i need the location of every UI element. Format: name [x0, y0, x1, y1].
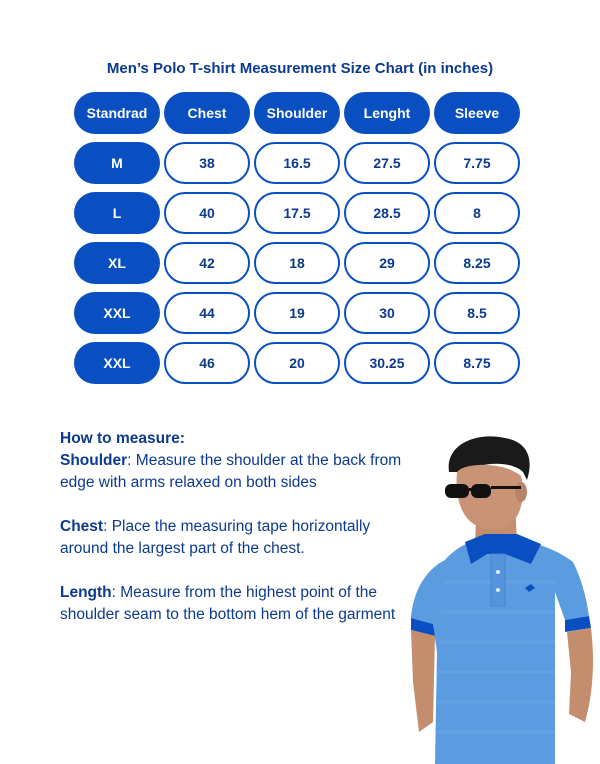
length-value: 30 [344, 292, 430, 334]
size-label: XXL [74, 342, 160, 384]
header-shoulder: Shoulder [254, 92, 340, 134]
header-standard: Standrad [74, 92, 160, 134]
length-value: 28.5 [344, 192, 430, 234]
model-arm [411, 630, 435, 732]
shoulder-value: 20 [254, 342, 340, 384]
header-chest: Chest [164, 92, 250, 134]
sleeve-value: 8 [434, 192, 520, 234]
size-chart-table [74, 92, 520, 384]
polo-placket [491, 554, 505, 606]
size-label: XXL [74, 292, 160, 334]
guide-term: Chest [60, 518, 104, 535]
sleeve-value: 7.75 [434, 142, 520, 184]
guide-length [60, 582, 410, 626]
size-label: M [74, 142, 160, 184]
chest-value: 40 [164, 192, 250, 234]
guide-text: : Place the measuring tape horizontally around the largest part of the chest. [60, 518, 371, 557]
model-face [457, 465, 523, 530]
shoulder-value: 18 [254, 242, 340, 284]
sleeve-value: 8.5 [434, 292, 520, 334]
model-photo [405, 432, 600, 764]
chest-value: 42 [164, 242, 250, 284]
shoulder-value: 16.5 [254, 142, 340, 184]
sleeve-value: 8.25 [434, 242, 520, 284]
guide-term: Length [60, 584, 112, 601]
guide-term: Shoulder [60, 452, 128, 469]
chest-value: 44 [164, 292, 250, 334]
model-ear [515, 482, 527, 502]
shoulder-value: 19 [254, 292, 340, 334]
guide-text: : Measure the shoulder at the back from edge with arms relaxed on both sides [60, 452, 402, 491]
measure-guide [60, 428, 410, 648]
length-value: 30.25 [344, 342, 430, 384]
guide-chest [60, 516, 410, 560]
size-label: L [74, 192, 160, 234]
length-value: 29 [344, 242, 430, 284]
guide-shoulder [60, 450, 410, 494]
header-sleeve: Sleeve [434, 92, 520, 134]
size-label: XL [74, 242, 160, 284]
chart-title: Men’s Polo T-shirt Measurement Size Chart (in inches) [106, 60, 494, 77]
sleeve-value: 8.75 [434, 342, 520, 384]
shoulder-value: 17.5 [254, 192, 340, 234]
chest-value: 38 [164, 142, 250, 184]
header-length: Lenght [344, 92, 430, 134]
guide-text: : Measure from the highest point of the shoulder seam to the bottom hem of the garment [60, 584, 396, 623]
length-value: 27.5 [344, 142, 430, 184]
guide-heading: How to measure: [60, 430, 185, 447]
model-arm [567, 628, 593, 722]
chest-value: 46 [164, 342, 250, 384]
